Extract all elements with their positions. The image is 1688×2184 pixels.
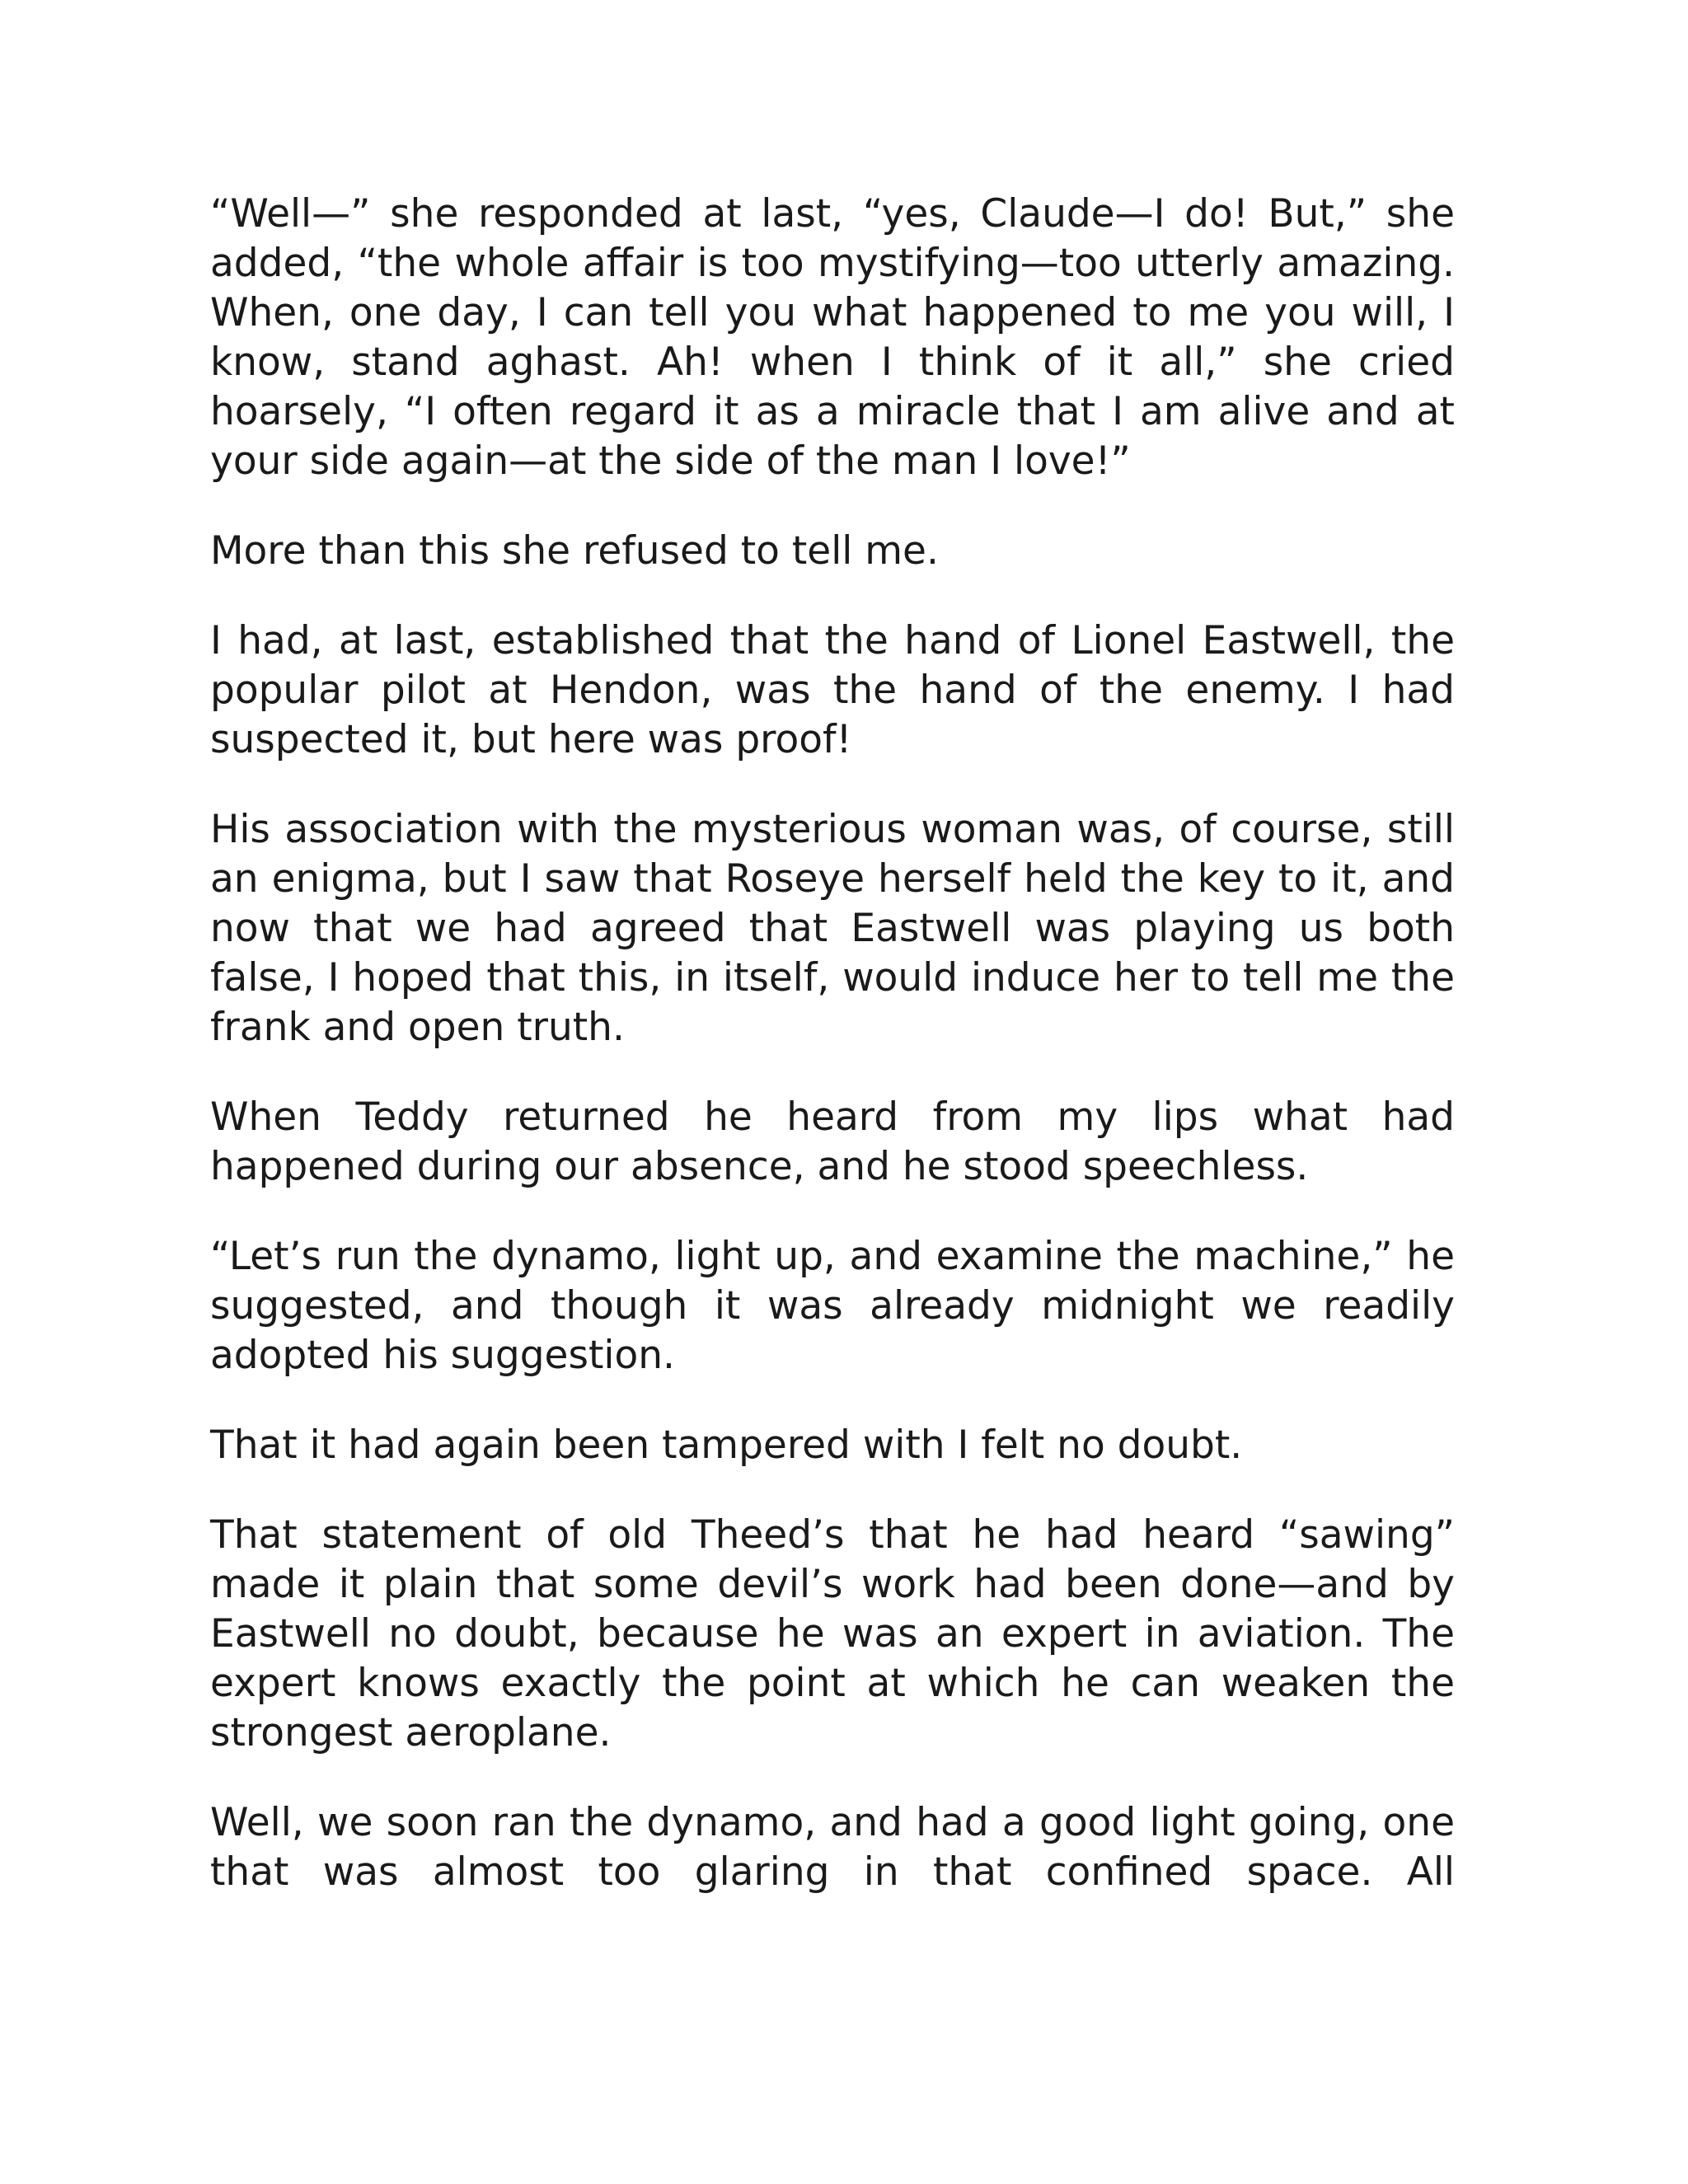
paragraph: Well, we soon ran the dynamo, and had a good light going, one that was almost too glaring in that confined space. All bbox=[210, 1800, 1455, 1895]
paragraph: More than this she refused to tell me. bbox=[210, 528, 939, 574]
paragraph: “Well—” she responded at last, “yes, Claude—I do! But,” she added, “the whole affair is too mystifying—too utterly amazing. When, one day, I can tell you what happened to me you will, I know, stand aghast. Ah! when I think of it all,” she cried hoarsely, “I often regard it as a miracle that I am alive and at your side again—at the side of the man I love!” bbox=[210, 191, 1455, 484]
paragraph: That it had again been tampered with I felt no doubt. bbox=[210, 1422, 1243, 1468]
paragraph: That statement of old Theed’s that he had heard “sawing” made it plain that some devil’s work had been done—and by Eastwell no doubt, because he was an expert in aviation. The expert knows exactly the point at which he can weaken the strongest aeroplane. bbox=[210, 1512, 1455, 1755]
paragraph: I had, at last, established that the hand of Lionel Eastwell, the popular pilot at Hendon, was the hand of the enemy. I had suspected it, but here was proof! bbox=[210, 618, 1455, 762]
paragraph: “Let’s run the dynamo, light up, and examine the machine,” he suggested, and though it was already midnight we readily adopted his suggestion. bbox=[210, 1234, 1455, 1378]
page-body bbox=[210, 190, 1455, 1897]
paragraph: When Teddy returned he heard from my lips what had happened during our absence, and he stood speechless. bbox=[210, 1094, 1455, 1189]
paragraph: His association with the mysterious woman was, of course, still an enigma, but I saw that Roseye herself held the key to it, and now that we had agreed that Eastwell was playing us both false, I hoped that this, in itself, would induce her to tell me the frank and open truth. bbox=[210, 807, 1455, 1050]
